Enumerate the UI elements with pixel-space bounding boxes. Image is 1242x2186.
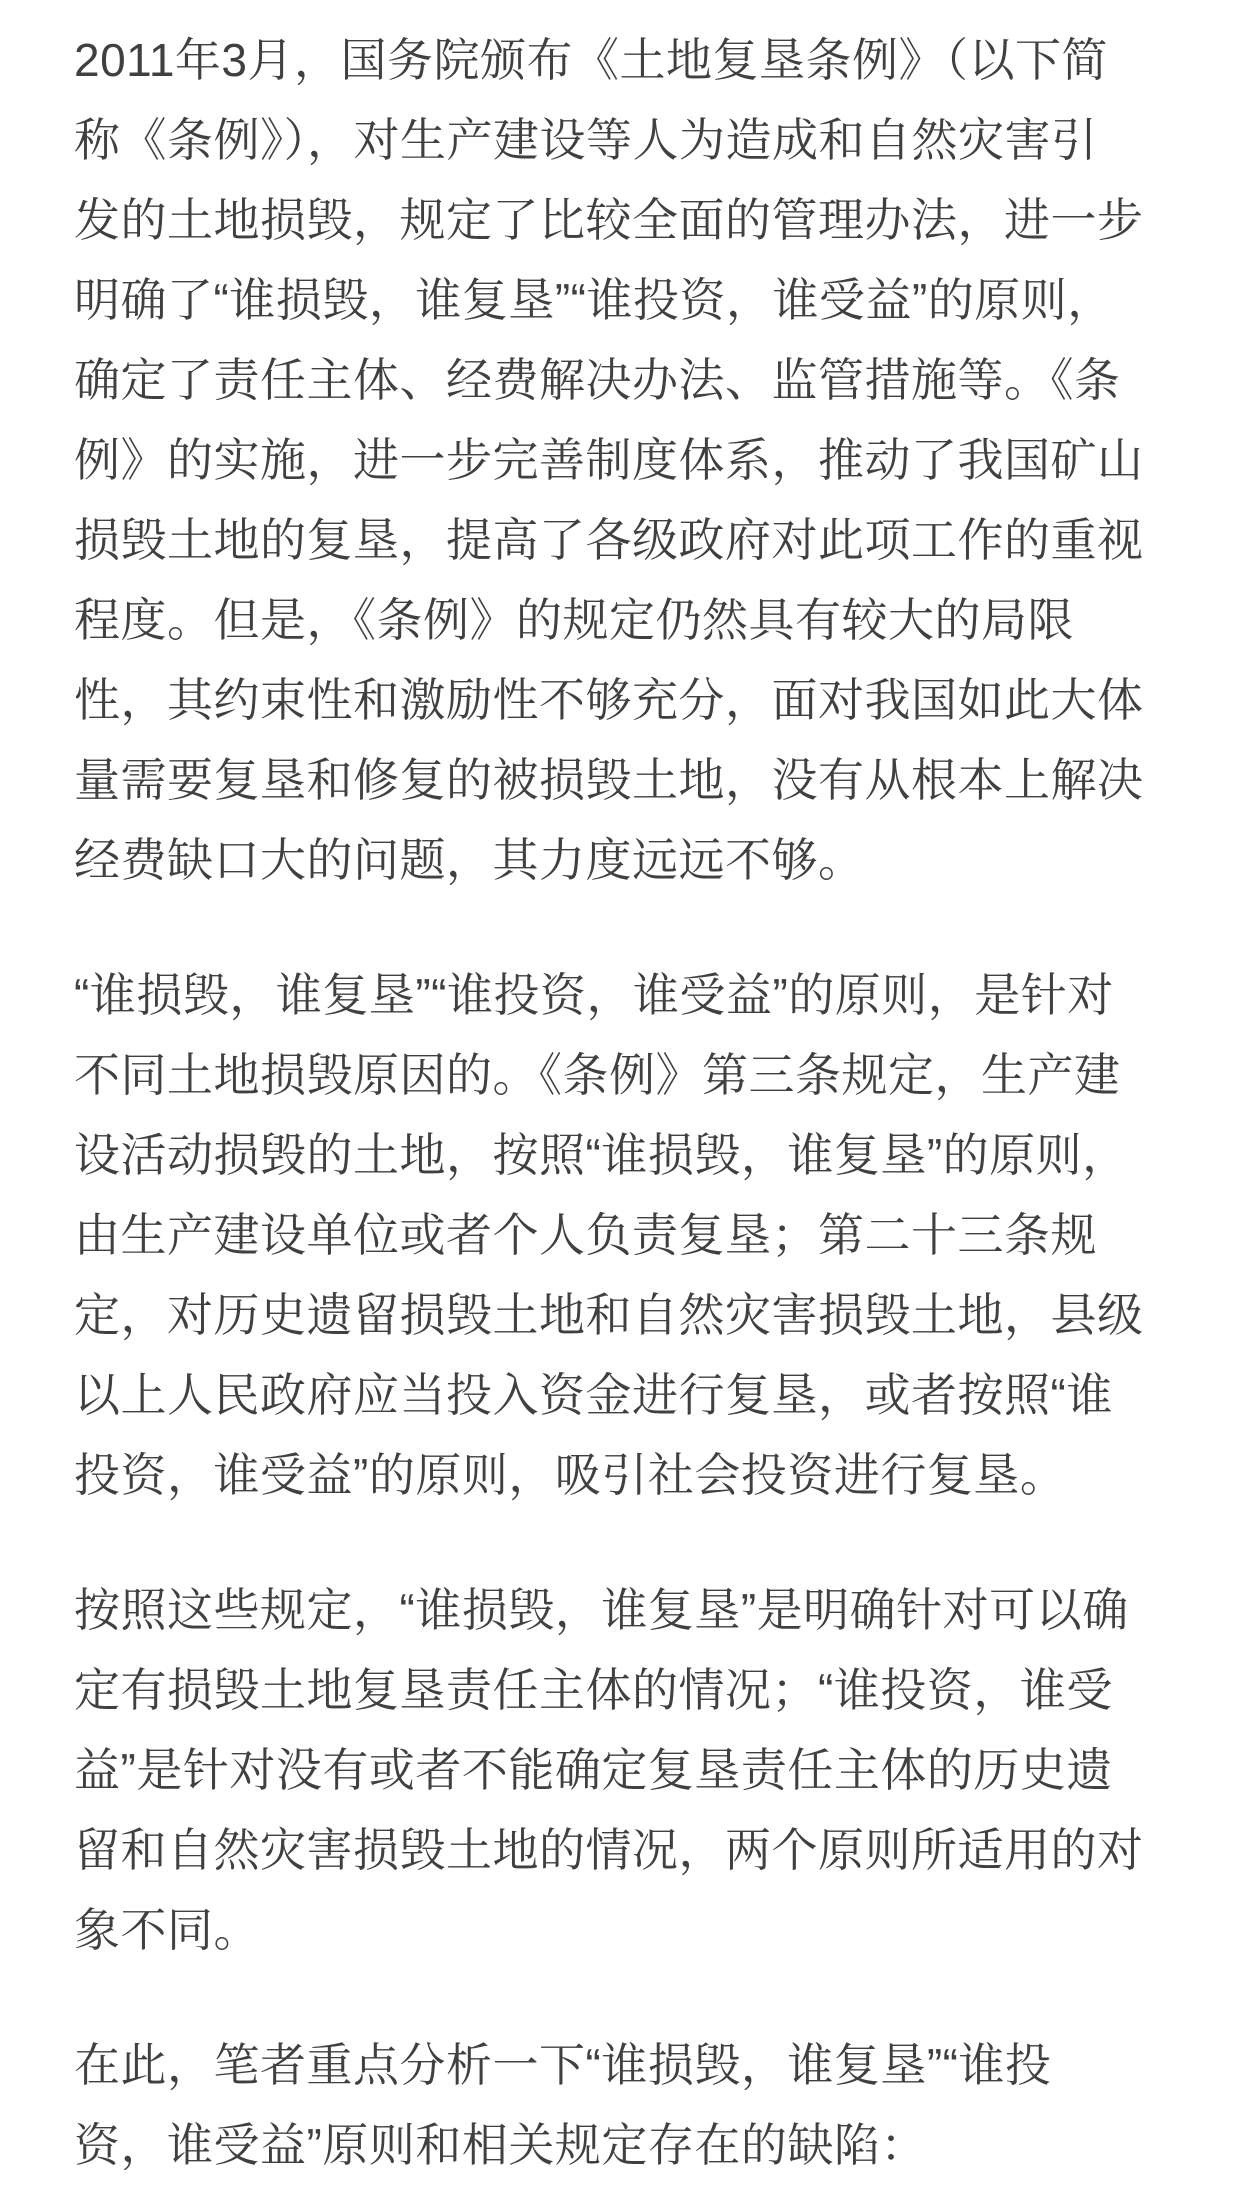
text-line: 确定了责任主体、经费解决办法、监管措施等。《条 [74,354,1121,406]
paragraph [74,1570,1182,1970]
text-line: 例》的实施，进一步完善制度体系，推动了我国矿山 [74,434,1144,486]
text-line: 明确了“谁损毁，谁复垦”“谁投资，谁受益”的原则， [74,274,1114,326]
text-line: 资，谁受益”原则和相关规定存在的缺陷： [74,2119,927,2171]
text-line: 2011年3月，国务院颁布《土地复垦条例》（以下简 [74,34,1109,86]
text-line: “谁损毁，谁复垦”“谁投资，谁受益”的原则，是针对 [74,969,1114,1021]
text-line: 由生产建设单位或者个人负责复垦；第二十三条规 [74,1209,1097,1261]
text-line: 量需要复垦和修复的被损毁土地，没有从根本上解决 [74,754,1144,806]
text-line: 益”是针对没有或者不能确定复垦责任主体的历史遗 [74,1744,1113,1796]
text-line: 按照这些规定，“谁损毁，谁复垦”是明确针对可以确 [74,1584,1129,1636]
text-line: 投资，谁受益”的原则，吸引社会投资进行复垦。 [74,1449,1067,1501]
text-line: 性，其约束性和激励性不够充分，面对我国如此大体 [74,674,1144,726]
text-line: 以上人民政府应当投入资金进行复垦，或者按照“谁 [74,1369,1113,1421]
text-line: 不同土地损毁原因的。《条例》第三条规定，生产建 [74,1049,1121,1101]
text-line: 损毁土地的复垦，提高了各级政府对此项工作的重视 [74,514,1144,566]
text-line: 留和自然灾害损毁土地的情况，两个原则所适用的对 [74,1824,1144,1876]
text-line: 经费缺口大的问题，其力度远远不够。 [74,834,865,886]
text-line: 定，对历史遗留损毁土地和自然灾害损毁土地，县级 [74,1289,1144,1341]
paragraph [74,955,1182,1515]
text-line: 在此，笔者重点分析一下“谁损毁，谁复垦”“谁投 [74,2039,1052,2091]
text-line: 发的土地损毁，规定了比较全面的管理办法，进一步 [74,194,1144,246]
text-line: 称《条例》），对生产建设等人为造成和自然灾害引 [74,114,1098,166]
paragraph [74,20,1182,900]
paragraph [74,2025,1182,2185]
text-line: 象不同。 [74,1904,260,1956]
text-line: 定有损毁土地复垦责任主体的情况；“谁投资，谁受 [74,1664,1113,1716]
text-line: 程度。但是，《条例》的规定仍然具有较大的局限 [74,594,1074,646]
text-line: 设活动损毁的土地，按照“谁损毁，谁复垦”的原则， [74,1129,1129,1181]
